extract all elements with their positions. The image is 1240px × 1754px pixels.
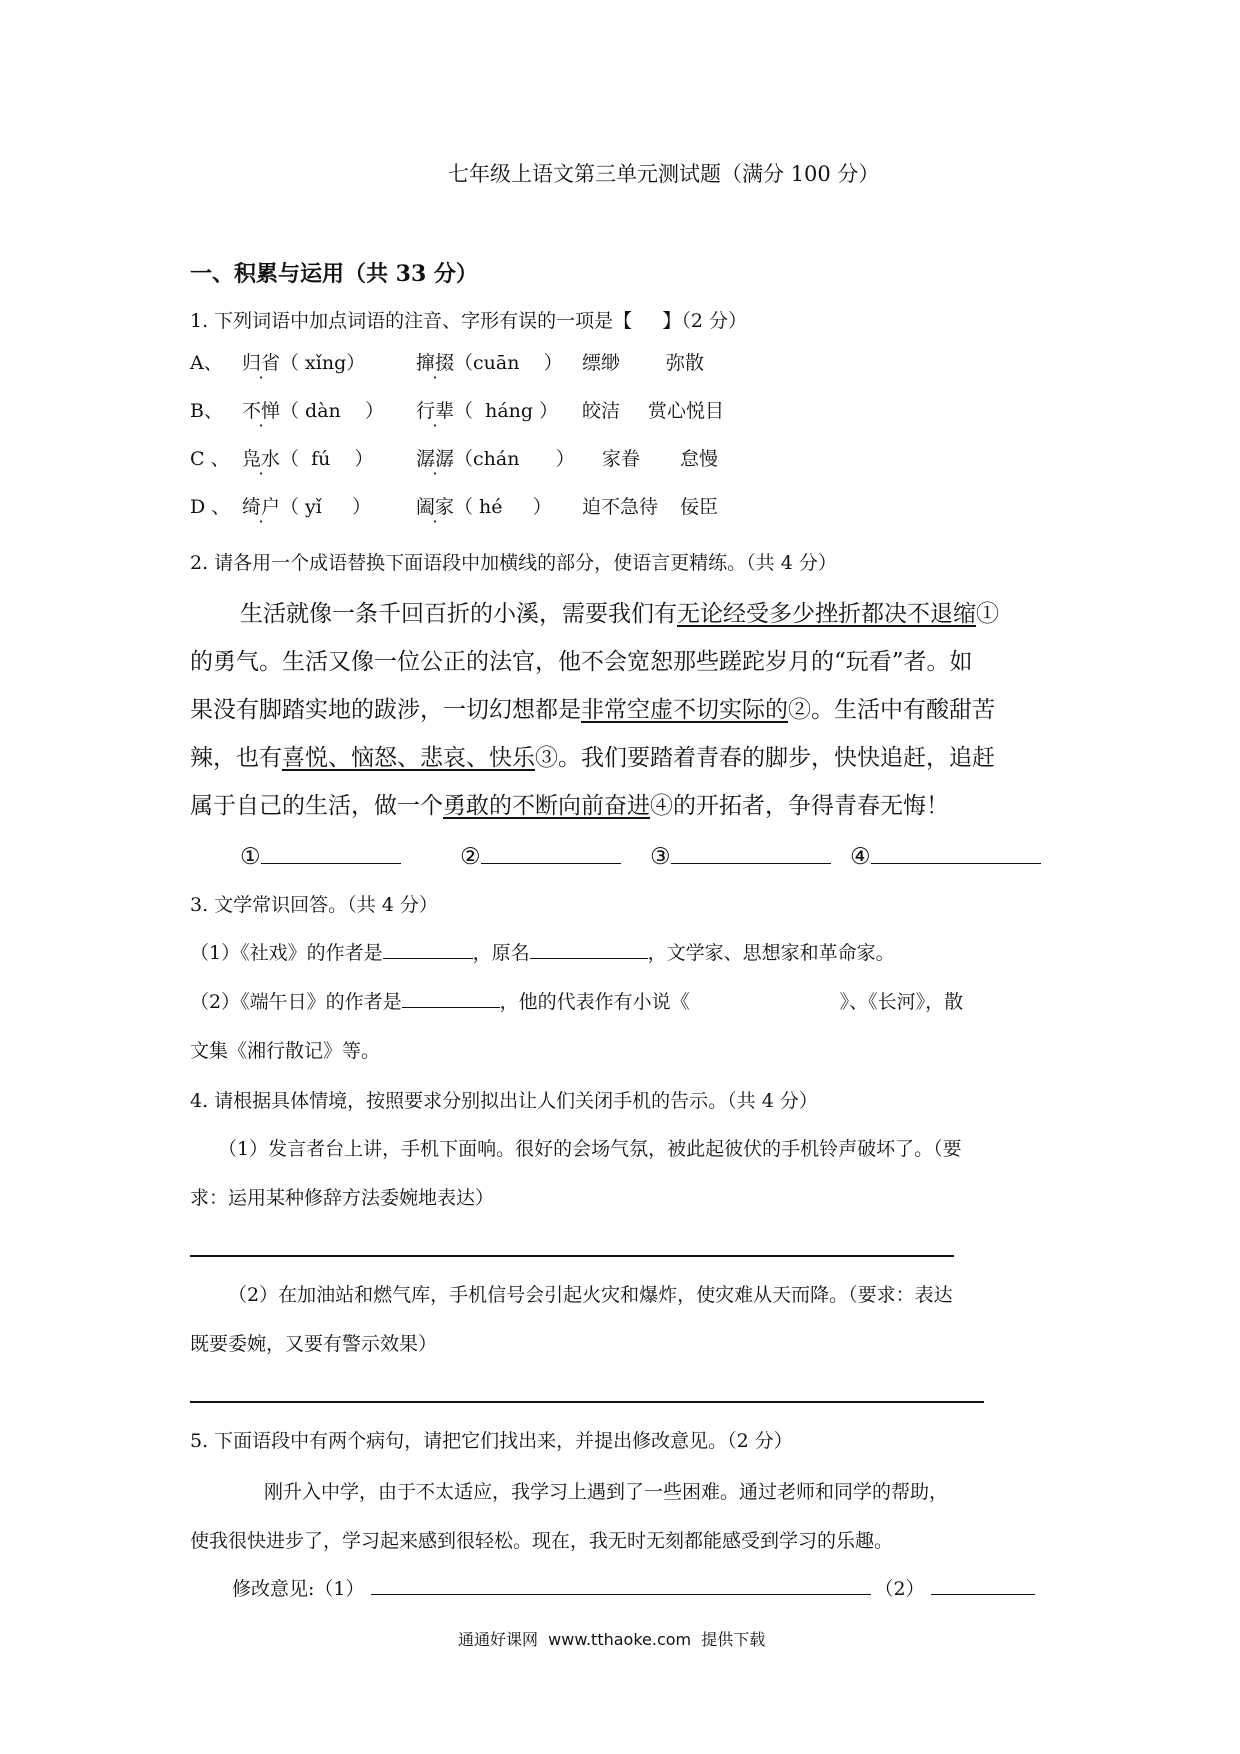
- answer-blank[interactable]: [931, 1593, 1035, 1595]
- prompt-text: （1）《社戏》的作者是: [190, 942, 383, 964]
- blank-number: ②: [460, 844, 481, 870]
- passage-line: 刚升入中学，由于不太适应，我学习上遇到了一些困难。通过老师和同学的帮助，: [264, 1481, 949, 1503]
- answer-blank-4[interactable]: [850, 846, 1041, 869]
- pinyin: （ dàn ）: [280, 400, 384, 422]
- prompt-text: ，文学家、思想家和革命家。: [647, 942, 895, 964]
- option-label: A、: [190, 352, 223, 374]
- option-word: 弥散: [666, 352, 705, 374]
- question-4-part-1-cont: 求：运用某种修辞方法委婉地表达）: [190, 1187, 495, 1209]
- question-5-stem: 5. 下面语段中有两个病句，请把它们找出来，并提出修改意见。（2 分）: [190, 1430, 793, 1452]
- passage-line: [190, 795, 949, 818]
- prompt-text: ，他的代表作有小说《: [499, 991, 690, 1013]
- passage-text: 辣，也有: [190, 745, 282, 771]
- underlined-phrase: 喜悦、恼怒、悲哀、快乐: [282, 745, 535, 771]
- passage-line: 的勇气。生活又像一位公正的法官，他不会宽恕那些蹉跎岁月的“玩看”者。如: [190, 649, 973, 675]
- answer-blank[interactable]: [371, 1593, 871, 1595]
- answer-blank[interactable]: [383, 957, 473, 959]
- option-word: 怠慢: [680, 448, 719, 470]
- pinyin: （ fú ）: [280, 448, 374, 470]
- option-word: [416, 498, 552, 517]
- dotted-word: 归省: [242, 352, 281, 374]
- passage-line: [190, 699, 995, 722]
- answer-blank-2[interactable]: [460, 846, 621, 869]
- blank-number: ④: [850, 844, 871, 870]
- passage-text: 果没有脚踏实地的跋涉，一切幻想都是: [190, 697, 581, 723]
- answer-blank-3[interactable]: [650, 846, 831, 869]
- option-word: [242, 450, 374, 469]
- question-3-part-2-cont: 文集《湘行散记》等。: [190, 1040, 381, 1062]
- underlined-phrase: 无论经受多少挫折都决不退缩: [677, 601, 976, 627]
- pinyin: （ háng ）: [454, 400, 559, 422]
- dotted-word: 潺潺: [416, 448, 455, 470]
- pinyin: （cuān ）: [454, 352, 563, 374]
- option-word: 迫不急待: [582, 496, 659, 518]
- revision-prompt: [232, 1580, 1035, 1599]
- pinyin: （ xǐng）: [280, 352, 366, 374]
- option-word: [242, 354, 365, 373]
- question-4-part-2-cont: 既要委婉，又要有警示效果）: [190, 1333, 438, 1355]
- pinyin: （ yǐ ）: [280, 496, 372, 518]
- option-word: 赏心悦目: [648, 400, 725, 422]
- prompt-text: （2）: [874, 1578, 925, 1600]
- answer-line[interactable]: [190, 1401, 984, 1403]
- dotted-word: 绮户: [242, 496, 281, 518]
- option-word: 佞臣: [680, 496, 719, 518]
- underlined-phrase: 勇敢的不断向前奋进: [443, 793, 650, 819]
- answer-line[interactable]: [190, 1255, 954, 1257]
- option-word: [242, 402, 384, 421]
- dotted-word: 不惮: [242, 400, 281, 422]
- passage-text: ②。生活中有酸甜苦: [788, 697, 995, 723]
- option-word: [416, 402, 558, 421]
- passage-line: 使我很快进步了，学习起来感到很轻松。现在，我无时无刻都能感受到学习的乐趣。: [190, 1530, 894, 1552]
- question-4-part-1: （1）发言者台上讲，手机下面响。很好的会场气氛，被此起彼伏的手机铃声破坏了。（要: [218, 1138, 962, 1160]
- passage-text: ①: [976, 601, 999, 627]
- section-heading: 一、积累与运用（共 33 分）: [190, 261, 478, 287]
- dotted-word: 行辈: [416, 400, 455, 422]
- option-word: 缥缈: [582, 352, 621, 374]
- underlined-phrase: 非常空虚不切实际的: [581, 697, 788, 723]
- page-title: 七年级上语文第三单元测试题（满分 100 分）: [448, 162, 880, 186]
- passage-text: 属于自己的生活，做一个: [190, 793, 443, 819]
- question-2-stem: 2. 请各用一个成语替换下面语段中加横线的部分，使语言更精练。（共 4 分）: [190, 552, 837, 574]
- footer-credit: 通通好课网 www.tthaoke.com 提供下载: [458, 1630, 766, 1649]
- prompt-text: 修改意见:（1）: [232, 1578, 365, 1600]
- option-word: [416, 354, 563, 373]
- option-label: C 、: [190, 448, 230, 470]
- passage-line: [190, 747, 995, 770]
- blank-number: ③: [650, 844, 671, 870]
- option-word: 家眷: [602, 448, 641, 470]
- question-3-stem: 3. 文学常识回答。（共 4 分）: [190, 894, 438, 916]
- passage-text: ③。我们要踏着青春的脚步，快快追赶，追赶: [535, 745, 995, 771]
- passage-text: ④的开拓者，争得青春无悔！: [650, 793, 949, 819]
- option-word: [416, 450, 575, 469]
- option-label: B、: [190, 400, 223, 422]
- blank-number: ①: [240, 844, 261, 870]
- question-3-part-2: [190, 993, 963, 1012]
- pinyin: （ hé ）: [454, 496, 552, 518]
- question-4-stem: 4. 请根据具体情境，按照要求分别拟出让人们关闭手机的告示。（共 4 分）: [190, 1090, 818, 1112]
- passage-line: [240, 603, 999, 626]
- prompt-text: 》、《长河》，散: [839, 991, 964, 1013]
- answer-blank[interactable]: [530, 957, 648, 959]
- question-1-stem: 1. 下列词语中加点词语的注音、字形有误的一项是【 】（2 分）: [190, 310, 747, 332]
- prompt-text: （2）《端午日》的作者是: [190, 991, 402, 1013]
- passage-text: 生活就像一条千回百折的小溪，需要我们有: [240, 601, 677, 627]
- option-word: [242, 498, 371, 517]
- dotted-word: 阖家: [416, 496, 455, 518]
- option-label: D 、: [190, 496, 231, 518]
- prompt-text: ，原名: [472, 942, 530, 964]
- question-4-part-2: （2）在加油站和燃气库，手机信号会引起火灾和爆炸，使灾难从天而降。（要求：表达: [228, 1284, 953, 1306]
- question-3-part-1: [190, 944, 895, 963]
- answer-blank-1[interactable]: [240, 846, 401, 869]
- answer-blank[interactable]: [402, 1006, 500, 1008]
- pinyin: （chán ）: [454, 448, 575, 470]
- dotted-word: 凫水: [242, 448, 281, 470]
- option-word: 皎洁: [582, 400, 621, 422]
- dotted-word: 撺掇: [416, 352, 455, 374]
